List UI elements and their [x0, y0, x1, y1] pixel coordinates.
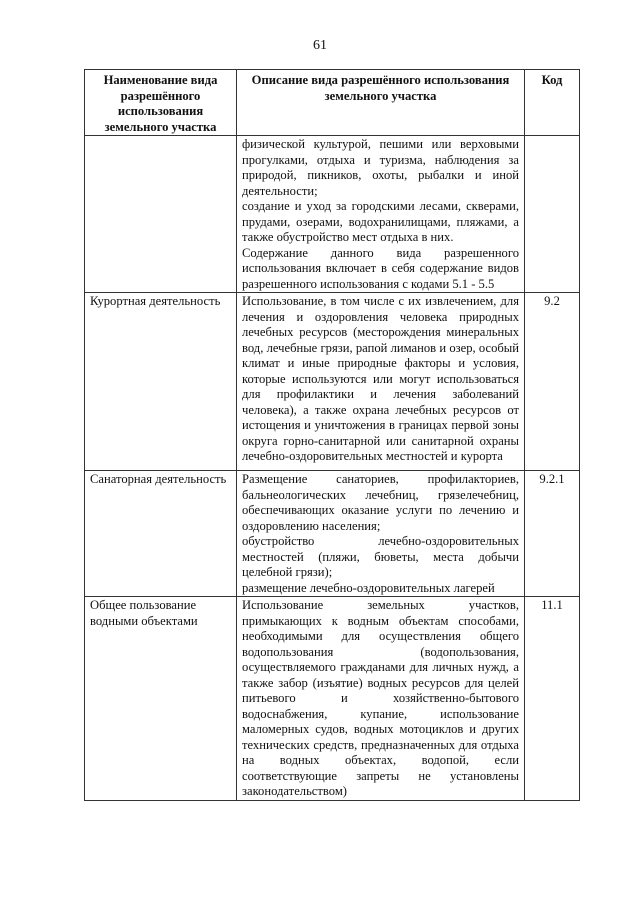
page-number: 61 — [313, 38, 327, 53]
row-name — [85, 136, 237, 293]
header-row — [85, 70, 580, 136]
description-paragraph: Использование, в том числе с их извлечением, для лечения и оздоровления человека природных лечебных ресурсов (месторождения минеральных вод, лечебные грязи, рапой лиманов и озер, особый климат и иные природные факторы и условия, которые используются или могут использоваться для профилактики и лечения заболеваний человека), а также охрана лечебных ресурсов от истощения и уничтожения в границах первой зоны округа горно-санитарной или санитарной охраны лечебно-оздоровительных местностей и курорта — [242, 294, 519, 463]
header-code: Код — [525, 70, 580, 136]
table-row — [85, 597, 580, 801]
table-header — [85, 70, 580, 136]
row-description — [237, 597, 525, 801]
land-use-table — [84, 69, 580, 801]
description-paragraph: создание и уход за городскими лесами, скверами, прудами, озерами, водохранилищами, пляжами, а также обустройство мест отдыха в них. — [242, 199, 519, 244]
row-code: 11.1 — [525, 597, 580, 801]
row-name: Общее пользование водными объектами — [85, 597, 237, 801]
row-description — [237, 471, 525, 597]
row-description — [237, 293, 525, 471]
description-paragraph: Размещение санаториев, профилакториев, бальнеологических лечебниц, грязелечебниц, обеспечивающих оказание услуги по лечению и оздоровлению населения; — [242, 472, 519, 533]
row-description — [237, 136, 525, 293]
description-paragraph: физической культурой, пешими или верховыми прогулками, отдыха и туризма, наблюдения за природой, пикников, охоты, рыбалки и иной деятельности; — [242, 137, 519, 198]
description-paragraph: обустройство лечебно-оздоровительных местностей (пляжи, бюветы, места добычи целебной грязи); — [242, 534, 519, 579]
description-paragraph: Содержание данного вида разрешенного использования включает в себя содержание видов разрешенного использования с кодами 5.1 - 5.5 — [242, 245, 519, 291]
table-row — [85, 471, 580, 597]
header-name: Наименование вида разрешённого использования земельного участка — [85, 70, 237, 136]
row-name: Санаторная деятельность — [85, 471, 237, 597]
row-code: 9.2.1 — [525, 471, 580, 597]
table-row — [85, 136, 580, 293]
table-row — [85, 293, 580, 471]
row-name: Курортная деятельность — [85, 293, 237, 471]
description-paragraph: Использование земельных участков, примыкающих к водным объектам способами, необходимыми для осуществления общего водопользования (водопользования, осуществляемого гражданами для личных нужд, а также забор (изъятие) водных ресурсов для целей питьевого и хозяйственно-бытового водоснабжения, купание, использование маломерных судов, водных мотоциклов и других технических средств, предназначенных для отдыха на водных объектах, водопой, если соответствующие запреты не установлены законодательством) — [242, 598, 519, 798]
row-code: 9.2 — [525, 293, 580, 471]
row-code — [525, 136, 580, 293]
description-paragraph: размещение лечебно-оздоровительных лагерей — [242, 580, 495, 595]
header-description: Описание вида разрешённого использования земельного участка — [237, 70, 525, 136]
